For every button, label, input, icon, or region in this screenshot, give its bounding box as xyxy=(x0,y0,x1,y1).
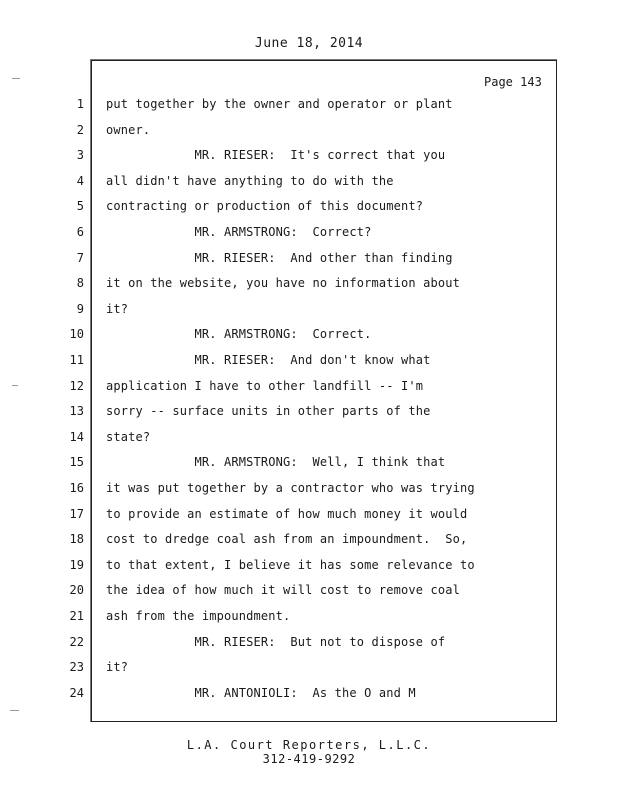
transcript-line xyxy=(0,327,618,352)
line-text: to that extent, I believe it has some relevance to xyxy=(106,557,475,572)
line-text: MR. ARMSTRONG: Correct? xyxy=(106,225,372,239)
transcript-line xyxy=(0,404,618,429)
line-number: 2 xyxy=(76,122,84,137)
line-number: 3 xyxy=(76,148,84,163)
line-number: 20 xyxy=(69,583,84,598)
transcript-line xyxy=(0,174,618,199)
transcript-line xyxy=(0,532,618,557)
court-reporter-phone: 312-419-9292 xyxy=(262,752,356,766)
line-text: MR. RIESER: It's correct that you xyxy=(106,148,446,163)
transcript-line xyxy=(0,123,618,148)
line-text: it? xyxy=(106,301,129,316)
line-number: 1 xyxy=(76,97,84,111)
line-number: 18 xyxy=(69,532,84,547)
line-text: MR. RIESER: And don't know what xyxy=(106,353,431,367)
scan-mark xyxy=(12,385,18,386)
transcript-line xyxy=(0,430,618,455)
line-text: owner. xyxy=(106,122,151,137)
transcript-date: June 18, 2014 xyxy=(254,36,364,51)
line-number: 17 xyxy=(69,506,84,521)
line-text: contracting or production of this document? xyxy=(106,199,424,214)
line-text: MR. ARMSTRONG: Well, I think that xyxy=(106,455,446,470)
line-number: 6 xyxy=(76,225,84,239)
line-number: 21 xyxy=(69,609,84,623)
transcript-line xyxy=(0,558,618,583)
page-number: Page 143 xyxy=(484,75,542,89)
transcript-line xyxy=(0,199,618,224)
transcript-line xyxy=(0,660,618,685)
line-number: 5 xyxy=(76,199,84,214)
transcript-line xyxy=(0,379,618,404)
line-text: application I have to other landfill -- I'm xyxy=(106,378,424,393)
scan-mark xyxy=(12,78,20,79)
line-number: 13 xyxy=(69,404,84,419)
line-number: 15 xyxy=(69,455,84,470)
line-number: 19 xyxy=(69,557,84,572)
line-number: 9 xyxy=(76,301,84,316)
transcript-line xyxy=(0,455,618,480)
line-text: state? xyxy=(106,429,151,444)
line-text: sorry -- surface units in other parts of the xyxy=(106,404,431,419)
transcript-line xyxy=(0,609,618,634)
transcript-line xyxy=(0,276,618,301)
transcript-line xyxy=(0,148,618,173)
line-text: all didn't have anything to do with the xyxy=(106,173,394,188)
line-text: MR. RIESER: But not to dispose of xyxy=(106,634,446,649)
transcript-line xyxy=(0,635,618,660)
line-text: MR. ARMSTRONG: Correct. xyxy=(106,327,372,342)
transcript-line xyxy=(0,686,618,711)
transcript-line xyxy=(0,583,618,608)
line-text: ash from the impoundment. xyxy=(106,609,291,623)
line-text: it on the website, you have no information about xyxy=(106,276,460,291)
line-number: 22 xyxy=(69,634,84,649)
line-number: 10 xyxy=(69,327,84,342)
line-number: 24 xyxy=(69,685,84,700)
line-text: the idea of how much it will cost to remove coal xyxy=(106,583,460,598)
line-text: put together by the owner and operator or plant xyxy=(106,97,453,111)
line-text: it was put together by a contractor who was trying xyxy=(106,481,475,495)
transcript-line xyxy=(0,225,618,250)
transcript-line xyxy=(0,481,618,506)
scan-mark xyxy=(10,710,19,711)
line-text: MR. ANTONIOLI: As the O and M xyxy=(106,685,416,700)
line-number: 23 xyxy=(69,660,84,675)
line-text: it? xyxy=(106,660,129,675)
line-number: 8 xyxy=(76,276,84,291)
line-text: MR. RIESER: And other than finding xyxy=(106,250,453,265)
transcript-line xyxy=(0,507,618,532)
line-number: 4 xyxy=(76,173,84,188)
transcript-line xyxy=(0,353,618,378)
line-number: 7 xyxy=(76,250,84,265)
line-number: 12 xyxy=(69,378,84,393)
transcript-line xyxy=(0,251,618,276)
transcript-line xyxy=(0,302,618,327)
line-number: 14 xyxy=(69,429,84,444)
line-number: 16 xyxy=(69,481,84,495)
court-reporter-name: L.A. Court Reporters, L.L.C. xyxy=(186,738,432,752)
line-text: cost to dredge coal ash from an impoundment. So, xyxy=(106,532,468,547)
transcript-line xyxy=(0,97,618,122)
line-text: to provide an estimate of how much money it would xyxy=(106,506,468,521)
line-number: 11 xyxy=(69,353,84,367)
